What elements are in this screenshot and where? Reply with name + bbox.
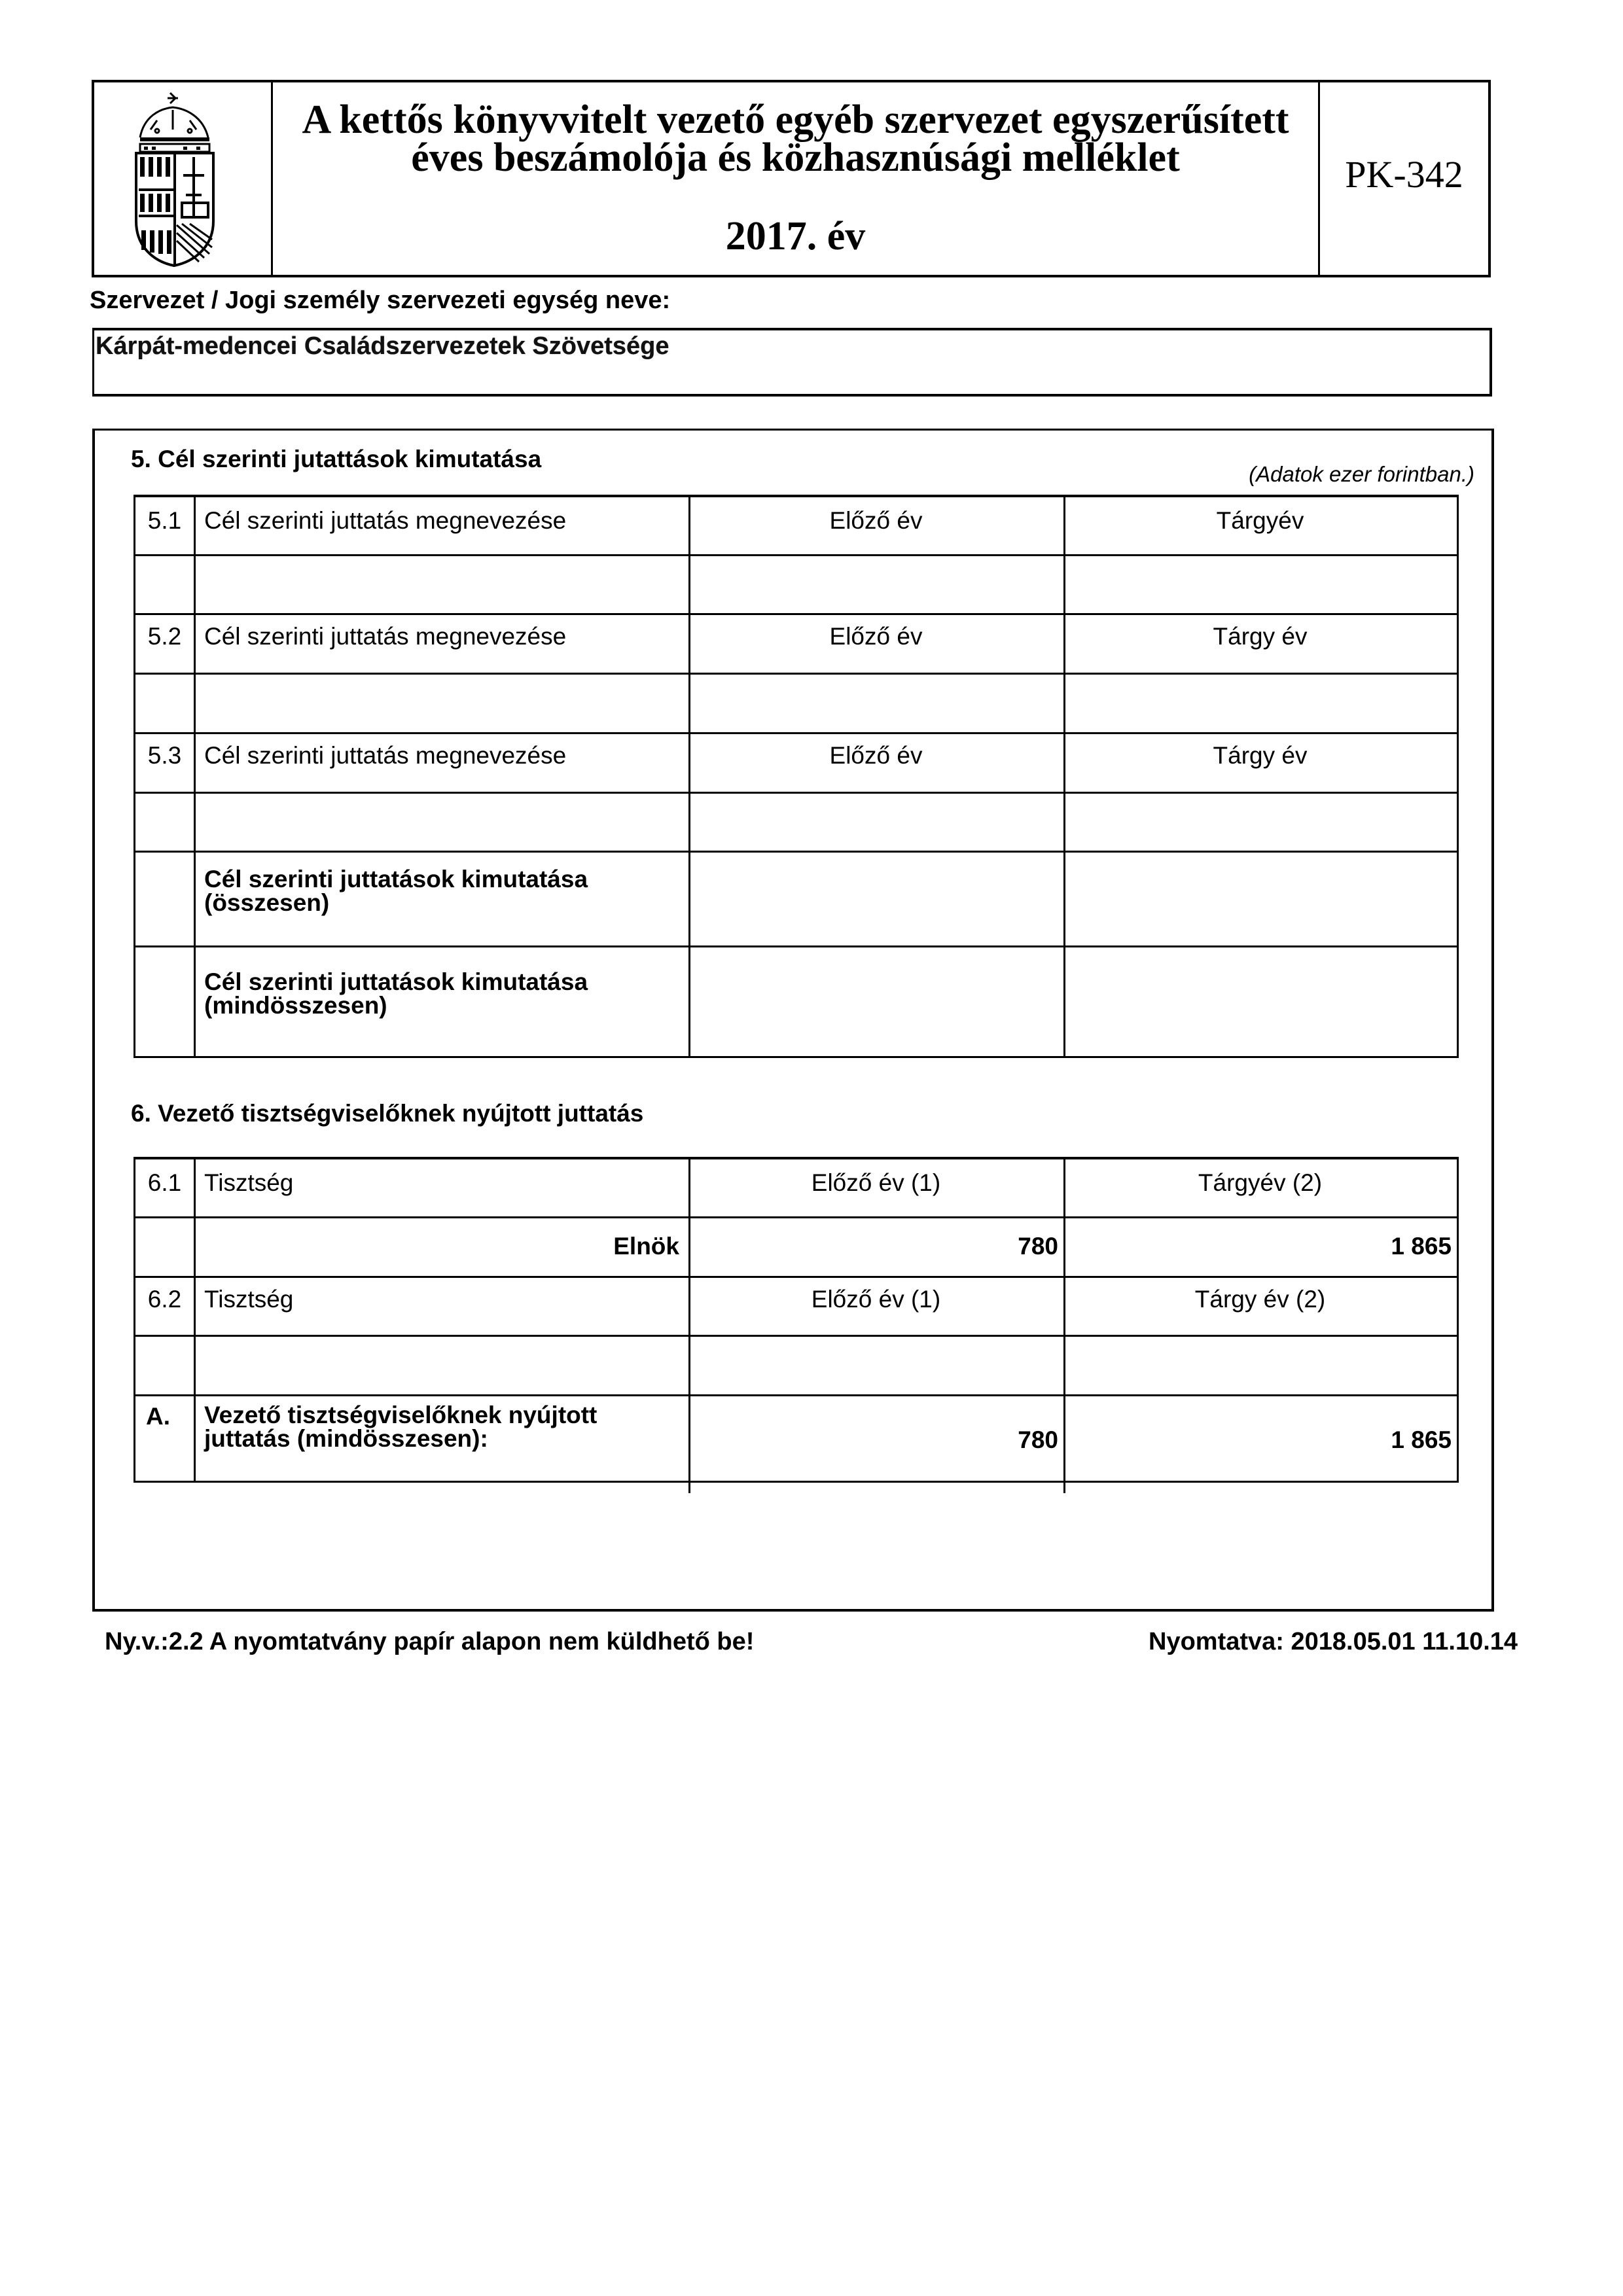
total-label-text: Cél szerinti juttatások kimutatása (összesen) xyxy=(204,866,588,916)
position-name-input[interactable] xyxy=(194,1335,690,1396)
column-header-text: Előző év xyxy=(829,507,923,534)
total-previous-year[interactable] xyxy=(688,851,1065,947)
section-5-title: 5. Cél szerinti jutattások kimutatása xyxy=(131,446,542,472)
grand-total-label xyxy=(194,945,690,1058)
current-year-input[interactable] xyxy=(1063,673,1459,734)
cell-text: 780 xyxy=(1018,1426,1058,1453)
column-header-current-year xyxy=(1063,495,1459,556)
benefit-name-input[interactable] xyxy=(194,792,690,853)
column-header-text: Előző év (1) xyxy=(811,1286,941,1313)
column-header-text: Tisztség xyxy=(204,1286,294,1313)
row-number-text: 5.3 xyxy=(147,742,182,769)
form-year: 2017. év xyxy=(725,214,866,258)
row-number-text: 6.1 xyxy=(147,1169,182,1196)
column-header-text: Cél szerinti juttatás megnevezése xyxy=(204,507,567,534)
row-number-empty xyxy=(134,792,196,853)
total-previous-year[interactable] xyxy=(688,1394,1065,1483)
cell-text: 1 865 xyxy=(1391,1233,1452,1260)
column-header-text: Előző év xyxy=(829,742,923,769)
grand-total-previous-year[interactable] xyxy=(688,945,1065,1058)
row-number xyxy=(134,1157,196,1218)
row-number-text: 5.1 xyxy=(147,507,182,534)
column-header-previous-year xyxy=(688,613,1065,675)
row-number-empty xyxy=(134,851,196,947)
section-6-title: 6. Vezető tisztségviselőknek nyújtott juttatás xyxy=(131,1100,644,1127)
column-header-current-year xyxy=(1063,732,1459,794)
column-header-text: Előző év (1) xyxy=(811,1169,941,1196)
column-header-text: Tárgy év xyxy=(1213,742,1308,769)
form-header xyxy=(92,80,1491,277)
print-timestamp: Nyomtatva: 2018.05.01 11.10.14 xyxy=(1149,1628,1518,1655)
column-header-position xyxy=(194,1157,690,1218)
column-header-name xyxy=(194,613,690,675)
row-number-empty xyxy=(134,673,196,734)
current-year-input[interactable] xyxy=(1063,1216,1459,1278)
column-header-text: Tárgyév (2) xyxy=(1198,1169,1323,1196)
organization-label: Szervezet / Jogi személy szervezeti egység neve: xyxy=(90,287,671,314)
row-number xyxy=(134,732,196,794)
total-row-number-text: A. xyxy=(146,1403,170,1430)
total-label-text: Vezető tisztségviselőknek nyújtott juttatás (mindösszesen): xyxy=(204,1402,597,1452)
row-number-empty xyxy=(134,1335,196,1396)
form-code: PK-342 xyxy=(1345,153,1463,196)
total-current-year[interactable] xyxy=(1063,851,1459,947)
column-header-current-year xyxy=(1063,1276,1459,1337)
row-number xyxy=(134,495,196,556)
grand-total-label-text: Cél szerinti juttatások kimutatása (mindösszesen) xyxy=(204,968,588,1019)
row-number-text: 6.2 xyxy=(147,1286,182,1313)
column-stub-line xyxy=(1063,1483,1065,1493)
grand-total-current-year[interactable] xyxy=(1063,945,1459,1058)
previous-year-input[interactable] xyxy=(688,1335,1065,1396)
total-label xyxy=(194,1394,690,1483)
organization-name: Kárpát-medencei Családszervezetek Szövetsége xyxy=(96,332,669,360)
benefit-name-input[interactable] xyxy=(194,554,690,615)
current-year-input[interactable] xyxy=(1063,554,1459,615)
column-header-text: Tárgyév xyxy=(1216,507,1304,534)
previous-year-input[interactable] xyxy=(688,1216,1065,1278)
row-number-empty xyxy=(134,554,196,615)
column-header-text: Tárgy év (2) xyxy=(1194,1286,1326,1313)
previous-year-input[interactable] xyxy=(688,554,1065,615)
row-number-empty xyxy=(134,1216,196,1278)
total-current-year[interactable] xyxy=(1063,1394,1459,1483)
column-header-previous-year xyxy=(688,495,1065,556)
form-title-line-2: éves beszámolója és közhasznúsági melléklet xyxy=(411,135,1180,180)
column-header-text: Cél szerinti juttatás megnevezése xyxy=(204,742,567,769)
row-number-empty xyxy=(134,945,196,1058)
column-stub-line xyxy=(688,1483,690,1493)
cell-text: 780 xyxy=(1018,1233,1058,1260)
total-row-number xyxy=(134,1394,196,1483)
column-header-name xyxy=(194,495,690,556)
hungarian-coat-of-arms-icon xyxy=(131,90,219,268)
form-code-cell xyxy=(1318,82,1488,275)
current-year-input[interactable] xyxy=(1063,792,1459,853)
benefit-name-input[interactable] xyxy=(194,673,690,734)
column-header-previous-year xyxy=(688,1157,1065,1218)
row-number xyxy=(134,613,196,675)
current-year-input[interactable] xyxy=(1063,1335,1459,1396)
cell-text: Elnök xyxy=(613,1233,679,1260)
column-header-previous-year xyxy=(688,1276,1065,1337)
column-header-text: Cél szerinti juttatás megnevezése xyxy=(204,623,567,650)
column-header-text: Tisztség xyxy=(204,1169,294,1196)
row-number-text: 5.2 xyxy=(147,623,182,650)
position-name-input[interactable] xyxy=(194,1216,690,1278)
form-title-line-1: A kettős könyvvitelt vezető egyéb szervezet egyszerűsített xyxy=(302,97,1289,142)
previous-year-input[interactable] xyxy=(688,792,1065,853)
column-header-text: Előző év xyxy=(829,623,923,650)
unit-note: (Adatok ezer forintban.) xyxy=(1249,462,1474,486)
column-header-text: Tárgy év xyxy=(1213,623,1308,650)
column-header-current-year xyxy=(1063,1157,1459,1218)
cell-text: 1 865 xyxy=(1391,1426,1452,1453)
column-header-previous-year xyxy=(688,732,1065,794)
title-cell xyxy=(273,82,1318,275)
total-label xyxy=(194,851,690,947)
previous-year-input[interactable] xyxy=(688,673,1065,734)
footer-note: Ny.v.:2.2 A nyomtatvány papír alapon nem küldhető be! xyxy=(105,1628,755,1655)
column-header-name xyxy=(194,732,690,794)
column-header-position xyxy=(194,1276,690,1337)
column-header-current-year xyxy=(1063,613,1459,675)
logo-cell xyxy=(94,82,273,275)
row-number xyxy=(134,1276,196,1337)
organization-name-field[interactable] xyxy=(92,328,1492,397)
